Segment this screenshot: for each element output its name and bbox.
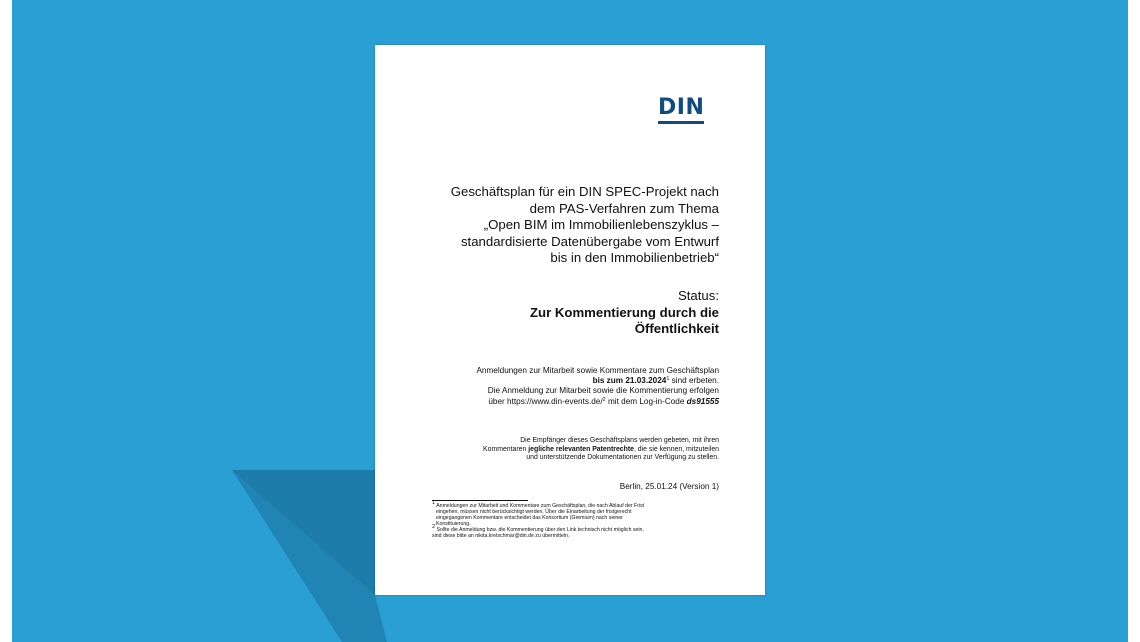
recipients-line: Die Empfänger dieses Geschäftsplans werden gebeten, mit ihren (520, 437, 719, 444)
footnotes (432, 500, 732, 540)
footnote-text: Sollte die Anmeldung bzw. die Kommentierung über den Link technisch nicht möglich sein, (436, 527, 644, 534)
registration-url: über https://www.din-events.de/ (488, 396, 603, 406)
din-logo (658, 96, 704, 124)
din-logo-text: DIN (658, 95, 705, 120)
title-line: dem PAS-Verfahren zum Thema (529, 200, 719, 216)
document-page (375, 45, 765, 595)
status-label: Status: (677, 288, 719, 303)
footnote-mark: 2 (432, 524, 436, 531)
title-line: bis in den Immobilienbetrieb“ (550, 250, 719, 265)
document-title (389, 184, 719, 267)
registration-line: Anmeldungen zur Mitarbeit sowie Kommentare zum Geschäftsplan (476, 366, 719, 375)
footnote-line: eingehen, müssen nicht berücksichtigt werden. Über die Einarbeitung der fristgerecht (436, 509, 632, 516)
recipients-text: , die sie kennen, mitzuteilen (633, 445, 719, 453)
footnote-line: Konstituierung. (436, 521, 471, 528)
date-version: Berlin, 25.01.24 (Version 1) (619, 482, 719, 491)
title-line: „Open BIM im Immobilienlebenszyklus – (483, 217, 719, 232)
footnote-mark: 1 (432, 500, 436, 506)
footnote-line: sind diese bitte an nikita.kretschmar@din.de zu übermitteln. (432, 533, 570, 540)
patent-rights-emphasis: jegliche relevanten Patentrechte (528, 445, 634, 453)
recipients-notice (379, 437, 719, 463)
footnote-ref-2: 2 (602, 396, 606, 403)
background-stage (12, 0, 1128, 642)
title-line: Geschäftsplan für ein DIN SPEC-Projekt nach (450, 184, 719, 199)
footnote-1 (432, 500, 732, 528)
registration-line: Die Anmeldung zur Mitarbeit sowie die Kommentierung erfolgen (487, 386, 719, 396)
din-logo-underline (658, 121, 704, 124)
recipients-line (379, 446, 719, 455)
footnote-text: Anmeldungen zur Mitarbeit und Kommentare zum Geschäftsplan, die nach Ablauf der Frist (436, 503, 645, 509)
status-value-line: Öffentlichkeit (634, 321, 719, 336)
registration-notice (379, 366, 719, 407)
registration-line (379, 397, 719, 407)
footnote-ref-1: 1 (666, 376, 670, 383)
deadline: bis zum 21.03.2024 (592, 376, 667, 386)
status-block (389, 288, 719, 338)
registration-text: sind erbeten. (669, 376, 719, 386)
registration-line (379, 376, 719, 386)
footnote-line: eingegangenen Kommentare entscheidet das Konsortium (Gremium) nach seiner (436, 515, 623, 522)
registration-text: mit dem Log-in-Code (605, 396, 687, 406)
recipients-line: und unterstützende Dokumentationen zur Verfügung zu stellen. (526, 454, 719, 462)
login-code: ds91555 (686, 396, 719, 406)
recipients-text: Kommentaren (483, 445, 529, 453)
title-line: standardisierte Datenübergabe vom Entwurf (460, 233, 719, 249)
footnote-divider (432, 500, 528, 501)
status-value-line: Zur Kommentierung durch die (529, 304, 719, 320)
